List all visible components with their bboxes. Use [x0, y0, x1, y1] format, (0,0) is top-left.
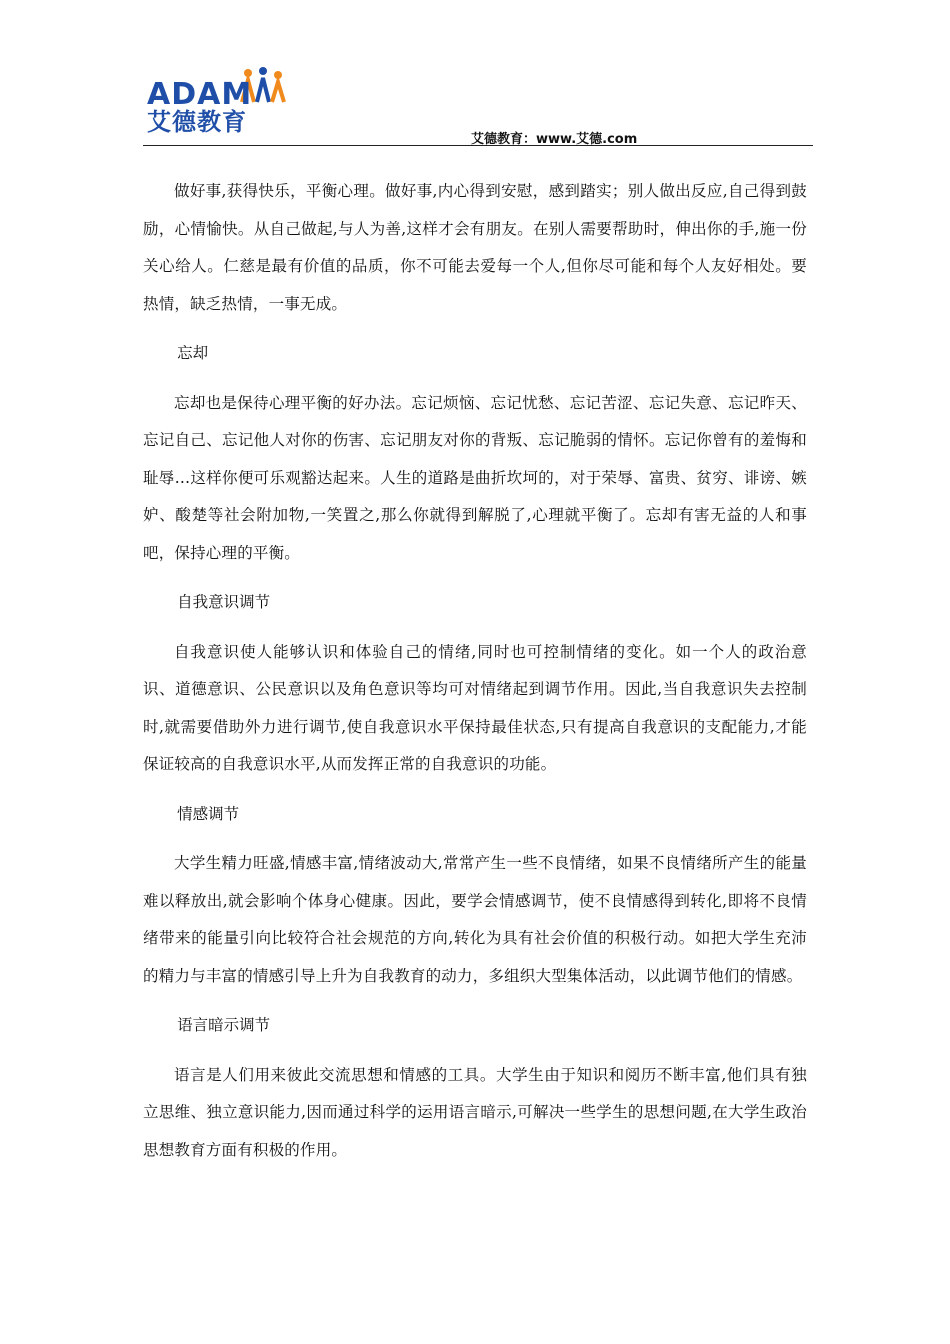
paragraph-language: 语言是人们用来彼此交流思想和情感的工具。大学生由于知识和阅历不断丰富,他们具有独立思维、独立意识能力,因而通过科学的运用语言暗示,可解决一些学生的思想问题,在大学生政治思想教育方面有积极的作用。	[143, 1065, 807, 1159]
logo-brand-en: ADAM	[147, 77, 253, 112]
heading-self-awareness: 自我意识调节	[177, 593, 271, 611]
paragraph-self-awareness: 自我意识使人能够认识和体验自己的情绪,同时也可控制情绪的变化。如一个人的政治意识、道德意识、公民意识以及角色意识等均可对情绪起到调节作用。因此,当自我意识失去控制时,就需要借助外力进行调节,使自我意识水平保持最佳状态,只有提高自我意识的支配能力,才能保证较高的自我意识水平,从而发挥正常的自我意识的功能。	[143, 642, 807, 773]
page-header	[143, 66, 813, 146]
heading-forget: 忘却	[177, 344, 209, 362]
paragraph-kindness: 做好事,获得快乐，平衡心理。做好事,内心得到安慰，感到踏实；别人做出反应,自己得到鼓励，心情愉快。从自己做起,与人为善,这样才会有朋友。在别人需要帮助时，伸出你的手,施一份关心给人。仁慈是最有价值的品质，你不可能去爱每一个人,但你尽可能和每个人友好相处。要热情，缺乏热情，一事无成。	[143, 182, 807, 313]
heading-emotion: 情感调节	[177, 804, 240, 823]
heading-language: 语言暗示调节	[177, 1016, 271, 1034]
header-divider	[143, 145, 813, 146]
header-site-text: 艾德教育：www.艾德.com	[471, 132, 638, 147]
adam-logo	[143, 66, 288, 138]
logo-brand-cn: 艾德教育	[147, 108, 247, 136]
paragraph-emotion: 大学生精力旺盛,情感丰富,情绪波动大,常常产生一些不良情绪，如果不良情绪所产生的能量难以释放出,就会影响个体身心健康。因此，要学会情感调节，使不良情感得到转化,即将不良情绪带来的能量引向比较符合社会规范的方向,转化为具有社会价值的积极行动。如把大学生充沛的精力与丰富的情感引导上升为自我教育的动力，多组织大型集体活动，以此调节他们的情感。	[143, 854, 807, 985]
document-body	[143, 173, 807, 1169]
paragraph-forget: 忘却也是保待心理平衡的好办法。忘记烦恼、忘记忧愁、忘记苦涩、忘记失意、忘记昨天、忘记自己、忘记他人对你的伤害、忘记朋友对你的背叛、忘记脆弱的情怀。忘记你曾有的羞悔和耻辱…这样你便可乐观豁达起来。人生的道路是曲折坎坷的，对于荣辱、富贵、贫穷、诽谤、嫉妒、酸楚等社会附加物,一笑置之,那么你就得到解脱了,心理就平衡了。忘却有害无益的人和事吧，保持心理的平衡。	[143, 393, 807, 562]
